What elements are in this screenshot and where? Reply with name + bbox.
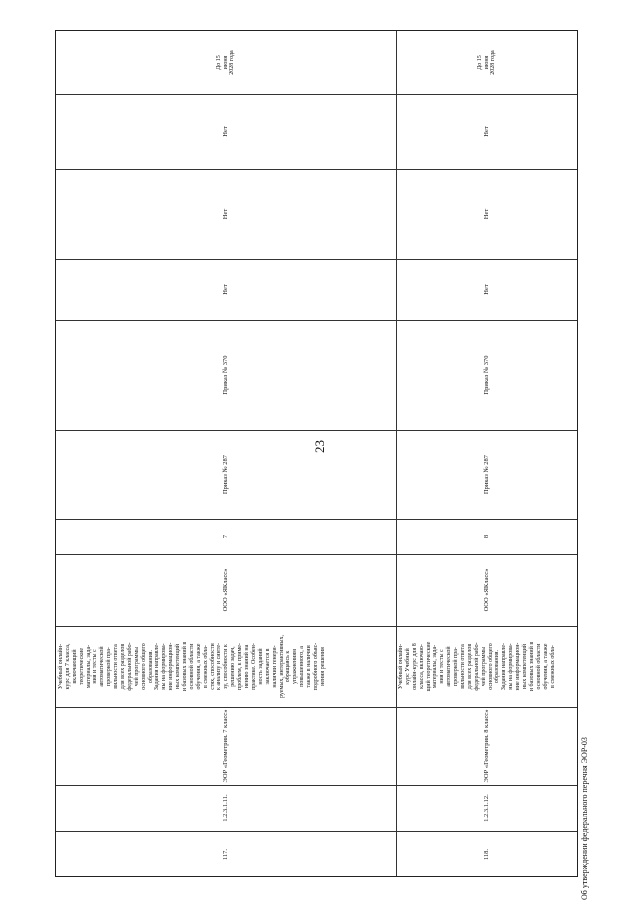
cell-c3: Нет xyxy=(222,126,230,137)
cell-c1: Нет xyxy=(483,284,491,295)
code-cell: 1.2.3.1.11. xyxy=(222,794,230,822)
row-number-cell: 117. xyxy=(222,848,230,861)
order-287-cell: Приказ № 287 xyxy=(222,454,230,495)
count-cell: 8 xyxy=(483,534,491,539)
organization-cell: ООО «ЯКласс» xyxy=(483,568,491,612)
cell-c2: Нет xyxy=(483,208,491,220)
count-cell: 7 xyxy=(222,534,230,539)
resource-name-cell: ЭОР «Геометрия. 7 класс» xyxy=(222,709,230,783)
order-370-cell: Приказ № 370 xyxy=(483,355,491,395)
description-cell: Учебный онлайн- курс Учебный онлайн-курс для 8 класса, включаю- щий теоретические материалы, зада- ния и тесты с автоматической проверкой пра- вильности ответа для всех разделов федеральной рабо- чей программы основного общего образования. Задания направле- ны на формирова- ние информацион- ных компетенций и базовых знаний в основной области обучения, а также в смежных обла- xyxy=(398,641,556,692)
cell-c2: Нет xyxy=(222,208,230,220)
footer-note: Об утверждении федерального перечня ЭОР-03 xyxy=(580,737,589,900)
cell-c3: Нет xyxy=(483,126,491,137)
code-cell: 1.2.3.1.12. xyxy=(483,794,491,822)
column-divider xyxy=(56,831,577,832)
deadline-cell: До 15 июня 2028 года xyxy=(215,50,236,75)
deadline-cell: До 15 июня 2028 года xyxy=(476,50,497,75)
resource-name-cell: ЭОР «Геометрия. 8 класс» xyxy=(483,709,491,783)
description-cell: Учебный онлайн- курс для 7 класса, включающий теоретические материалы, зада- ния и тесты с автоматической проверкой пра- вильности ответа для всех разделов федеральной рабо- чей программы основного общего образования. Задания направле- ны на формирова- ние информацион- ных компетенций и базовых знаний в основной области обучения, а также в смежных обла- стях, способности к анализу и синте- зу, способности к решению задач, проблем, к приме- нению знаний на практике. Особен- ность заданий заключается в наличии генери- руемых, интерактивных, обращаясь к упражнениям повышенного, а также в наличии подробного объяс- нения решения xyxy=(58,635,326,698)
row-number-cell: 118. xyxy=(483,848,491,861)
page-number: 23 xyxy=(312,440,327,453)
order-287-cell: Приказ № 287 xyxy=(483,454,491,495)
order-370-cell: Приказ № 370 xyxy=(222,355,230,395)
organization-cell: ООО «ЯКласс» xyxy=(222,568,230,612)
cell-c1: Нет xyxy=(222,284,230,295)
table-frame xyxy=(55,30,578,877)
